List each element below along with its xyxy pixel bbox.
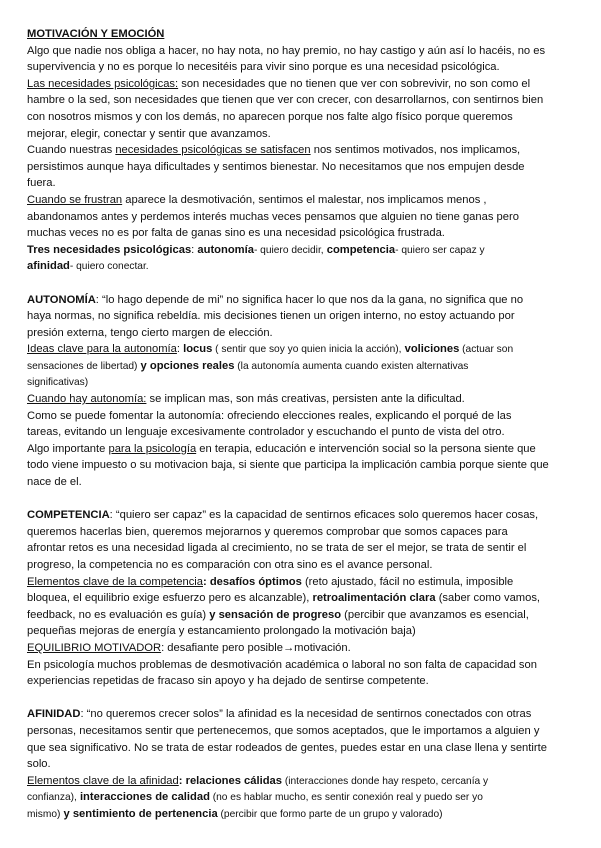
text-line xyxy=(27,723,583,740)
text-line xyxy=(27,142,583,159)
text-line xyxy=(27,258,583,275)
text: (la autonomía aumenta cuando existen alternativas xyxy=(234,360,469,372)
opciones-term: y opciones reales xyxy=(137,359,235,372)
text: tareas, evitando un lenguaje excesivamente controlador y escuchando el punto de vista del otro. xyxy=(27,426,505,439)
competence-term: competencia xyxy=(326,243,396,256)
document-title xyxy=(27,26,583,43)
satisfied-label: necesidades psicológicas se satisfacen xyxy=(115,144,311,157)
text: progreso, la competencia no es comparación con otra sino es el avance personal. xyxy=(27,559,433,571)
text: : “no queremos crecer solos” la afinidad es la necesidad de sentirnos conectados con otras xyxy=(80,708,532,721)
text: en terapia, educación e intervención social so la persona siente que xyxy=(196,442,536,455)
text: todo viene impuesto o su motivacion baja, si siente que participa la implicación cambia porque siente que xyxy=(27,459,549,472)
intro-section xyxy=(27,43,583,275)
text-line xyxy=(27,225,583,242)
text-line xyxy=(27,507,583,524)
three-needs-label: Tres necesidades psicológicas xyxy=(27,243,192,256)
text: muchas veces no es por falta de ganas sino es una necesidad psicológica frustrada. xyxy=(27,227,445,240)
desafios-term: : desafíos óptimos xyxy=(203,575,302,588)
retro-term: retroalimentación clara xyxy=(309,592,436,605)
text: pequeñas mejoras de energía y estancamiento prolongado la motivación baja) xyxy=(27,625,416,638)
text: (percibir que formo parte de un grupo y valorado) xyxy=(217,808,443,820)
text: ( sentir que soy yo quien inicia la acción), xyxy=(212,344,402,356)
balance-label: EQUILIBRIO MOTIVADOR xyxy=(27,641,162,654)
autonomy-term: autonomía xyxy=(197,243,254,256)
text-line xyxy=(27,292,583,309)
colon: : xyxy=(191,243,198,256)
three-needs-line xyxy=(27,242,583,259)
text-line xyxy=(27,623,583,640)
text-line xyxy=(27,806,583,823)
text: (saber como vamos, xyxy=(435,592,541,605)
text: feedback, no es evaluación es guía) xyxy=(27,608,207,621)
competence-section xyxy=(27,507,583,690)
ideas-label: Ideas clave para la autonomía xyxy=(27,343,177,356)
text: queremos hacerlas bien, queremos mejorarnos y queremos comprobar que somos capaces para xyxy=(27,525,508,538)
progreso-term: y sensación de progreso xyxy=(206,608,342,621)
spacer xyxy=(27,690,583,707)
affinity-heading: AFINIDAD xyxy=(27,708,81,721)
when-label: Cuando hay autonomía: xyxy=(27,393,147,406)
text: Algo importante xyxy=(27,442,109,455)
text-line xyxy=(27,524,583,541)
spacer xyxy=(27,275,583,292)
text: persistimos aunque haya dificultades y sentimos bienestar. No necesitamos que nos empujen desde xyxy=(27,160,525,173)
title-text: MOTIVACIÓN Y EMOCIÓN xyxy=(27,28,165,40)
text: significativas) xyxy=(27,377,89,389)
text-line xyxy=(27,557,583,574)
text: (reto ajustado, fácil no estimula, imposible xyxy=(301,575,514,588)
text-line xyxy=(27,109,583,126)
text-line xyxy=(27,59,583,76)
text-line xyxy=(27,175,583,192)
text-line xyxy=(27,441,583,458)
sentimiento-term: y sentimiento de pertenencia xyxy=(60,807,218,820)
text-line xyxy=(27,706,583,723)
text: bloquea, el equilibrio exige esfuerzo pero es alcanzable), xyxy=(27,592,310,605)
text: (interacciones donde hay respeto, cercanía y xyxy=(281,775,489,787)
text: son necesidades que no tienen que ver con sobrevivir, no son como el xyxy=(178,77,531,90)
interacciones-term: interacciones de calidad xyxy=(76,791,210,804)
affinity-section xyxy=(27,706,583,822)
text: (actuar son xyxy=(459,344,514,356)
text: sensaciones de libertad) xyxy=(27,360,138,372)
text: afrontar retos es una necesidad ligada al crecimiento, no se trata de ser el mejor, se trata de sentir el xyxy=(27,542,527,555)
text-line xyxy=(27,126,583,143)
voliciones-term: voliciones xyxy=(404,343,460,356)
locus-term: locus xyxy=(183,343,213,356)
text: Cuando nuestras xyxy=(27,144,116,157)
text-line xyxy=(27,325,583,342)
text-line xyxy=(27,773,583,790)
text: hambre o la sed, son necesidades que tienen que ver con crecer, con desarrollarnos, con sentirnos bien xyxy=(27,94,544,107)
text: experiencias repetidas de fracaso sin apoyo y ha dejado de sentirse competente. xyxy=(27,675,429,688)
autonomy-definition: - quiero decidir, xyxy=(253,244,324,256)
text-line xyxy=(27,607,583,624)
text-line xyxy=(27,740,583,757)
text-line xyxy=(27,358,583,375)
text: : “quiero ser capaz” es la capacidad de sentirnos eficaces solo queremos hacer cosas, xyxy=(109,509,539,522)
text-line xyxy=(27,374,583,391)
competence-heading: COMPETENCIA xyxy=(27,509,110,522)
text: (no es hablar mucho, es sentir conexión real y puedo ser yo xyxy=(209,792,483,804)
autonomy-heading: AUTONOMÍA xyxy=(27,293,96,306)
competence-definition: - quiero ser capaz y xyxy=(395,244,485,256)
text-line xyxy=(27,192,583,209)
frustrated-label: Cuando se frustran xyxy=(27,193,123,206)
text-line xyxy=(27,657,583,674)
text: Algo que nadie nos obliga a hacer, no hay nota, no hay premio, no hay castigo y aún así lo hacéis, no es xyxy=(27,44,546,57)
text-line xyxy=(27,424,583,441)
text: presión externa, tengo cierto margen de elección. xyxy=(27,326,273,339)
text-line xyxy=(27,640,583,657)
text: supervivencia y no es porque lo necesitéis para vivir sino porque es una necesidad psicológica. xyxy=(27,61,500,74)
text-line xyxy=(27,457,583,474)
text-line xyxy=(27,789,583,806)
text: nos sentimos motivados, nos implicamos, xyxy=(310,144,521,157)
text-line xyxy=(27,308,583,325)
text-line xyxy=(27,590,583,607)
text: mejorar, elegir, conectar y sentir que avanzamos. xyxy=(27,127,271,140)
text: que sea significativo. No se trata de estar rodeados de gentes, puedes estar en una clase llena y sentirte xyxy=(27,741,547,754)
affinity-term: afinidad xyxy=(27,260,70,273)
text-line xyxy=(27,756,583,773)
text: solo. xyxy=(27,758,51,771)
text: abandonamos antes y perdemos interés muchas veces pensamos que alguien no tiene ganas pero xyxy=(27,210,519,223)
text-line xyxy=(27,341,583,358)
text: aparece la desmotivación, sentimos el malestar, nos implicamos menos , xyxy=(122,193,487,206)
text-line xyxy=(27,574,583,591)
text: Como se puede fomentar la autonomía: ofreciendo elecciones reales, explicando el porqué de las xyxy=(27,409,512,422)
text: se implican mas, son más creativas, persisten ante la dificultad. xyxy=(146,393,465,406)
text-line xyxy=(27,540,583,557)
text-line xyxy=(27,92,583,109)
text: : desafiante pero posible→motivación. xyxy=(161,641,351,654)
psychology-label: para la psicología xyxy=(108,442,197,455)
text-line xyxy=(27,209,583,226)
text-line xyxy=(27,673,583,690)
text: haya normas, no significa rebeldía. mis decisiones tienen un origen interno, no estoy actuando por xyxy=(27,310,515,323)
text: : “lo hago depende de mi” no significa hacer lo que nos da la gana, no significa que no xyxy=(95,293,524,306)
text: nace de el. xyxy=(27,476,82,489)
text-line xyxy=(27,43,583,60)
relaciones-term: : relaciones cálidas xyxy=(178,774,282,787)
text: con nosotros mismos y con los demás, no aparecen porque nos falte algo físico porque queremos xyxy=(27,110,513,123)
text: personas, necesitamos sentir que pertenecemos, que somos aceptados, que le importamos a alguien y xyxy=(27,724,540,737)
text-line xyxy=(27,159,583,176)
text: mismo) xyxy=(27,808,61,820)
needs-label: Las necesidades psicológicas: xyxy=(27,77,179,90)
text: (percibir que avanzamos es esencial, xyxy=(341,608,529,621)
text-line xyxy=(27,391,583,408)
colon: : xyxy=(176,343,184,356)
text: En psicología muchos problemas de desmotivación académica o laboral no son falta de capacidad son xyxy=(27,658,537,671)
autonomy-section xyxy=(27,292,583,491)
text-line xyxy=(27,408,583,425)
text-line xyxy=(27,474,583,491)
text-line xyxy=(27,76,583,93)
affinity-definition: - quiero conectar. xyxy=(69,261,149,273)
spacer xyxy=(27,491,583,508)
competence-elements-label: Elementos clave de la competencia xyxy=(27,575,203,588)
text: fuera. xyxy=(27,177,56,190)
affinity-elements-label: Elementos clave de la afinidad xyxy=(27,774,179,787)
text: confianza), xyxy=(27,792,77,804)
